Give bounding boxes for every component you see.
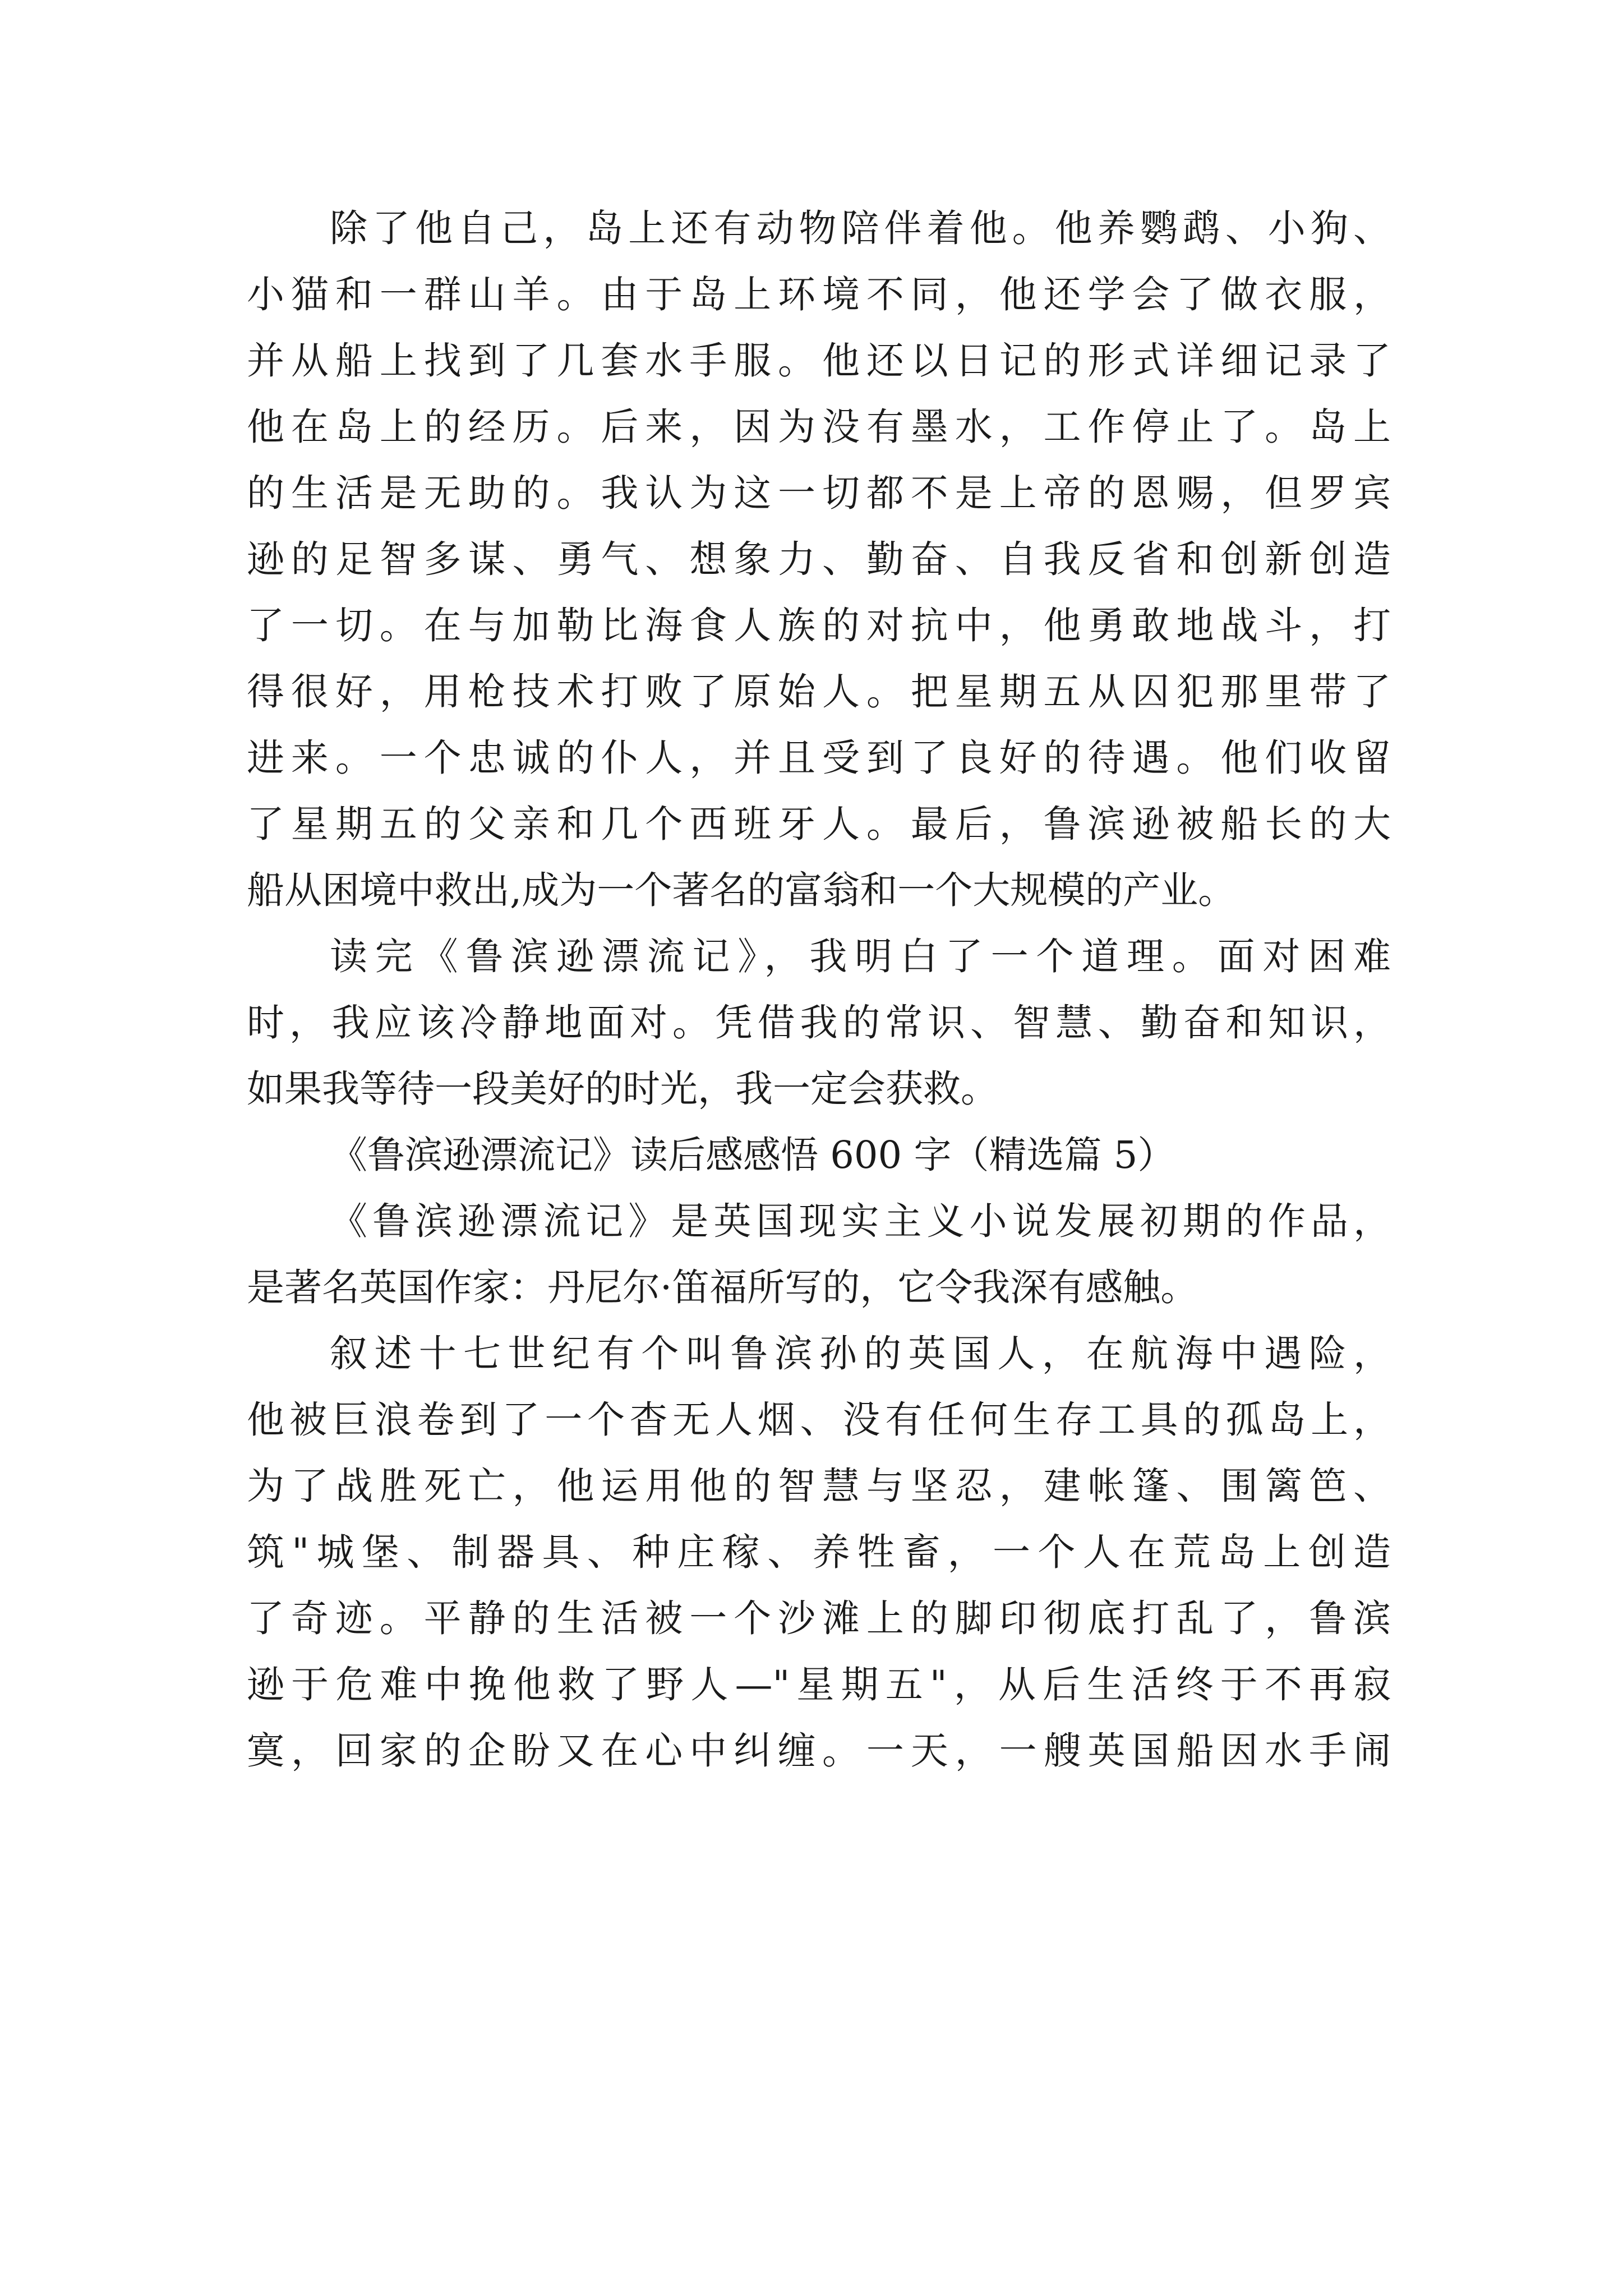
text-line: 了一切。在与加勒比海食人族的对抗中，他勇敢地战斗，打 [247,604,1391,647]
text-line: 小猫和一群山羊。由于岛上环境不同，他还学会了做衣服， [247,273,1391,316]
text-line: 了奇迹。平静的生活被一个沙滩上的脚印彻底打乱了，鲁滨 [247,1596,1391,1640]
text-line: 逊于危难中挽他救了野人—"星期五"，从后生活终于不再寂 [247,1663,1391,1706]
text-line: 逊的足智多谋、勇气、想象力、勤奋、自我反省和创新创造 [247,537,1391,581]
text-line: 他在岛上的经历。后来，因为没有墨水，工作停止了。岛上 [247,405,1391,449]
text-line: 读完《鲁滨逊漂流记》，我明白了一个道理。面对困难 [330,935,1391,978]
text-line: 除了他自己，岛上还有动物陪伴着他。他养鹦鹉、小狗、 [330,206,1391,250]
body-text [247,195,1391,1784]
text-line: 了星期五的父亲和几个西班牙人。最后，鲁滨逊被船长的大 [247,802,1391,846]
text-line: 筑"城堡、制器具、种庄稼、养牲畜，一个人在荒岛上创造 [247,1530,1391,1574]
text-line: 船从困境中救出,成为一个著名的富翁和一个大规模的产业。 [247,868,1236,912]
text-line: 如果我等待一段美好的时光，我一定会获救。 [247,1067,998,1111]
text-line: 的生活是无助的。我认为这一切都不是上帝的恩赐，但罗宾 [247,471,1391,515]
text-line: 叙述十七世纪有个叫鲁滨孙的英国人，在航海中遇险， [330,1332,1391,1375]
section-heading: 《鲁滨逊漂流记》读后感感悟 600 字（精选篇 5） [330,1133,1175,1177]
text-line: 他被巨浪卷到了一个杳无人烟、没有任何生存工具的孤岛上， [247,1398,1391,1442]
text-line: 寞，回家的企盼又在心中纠缠。一天，一艘英国船因水手闹 [247,1729,1391,1773]
text-line: 得很好，用枪技术打败了原始人。把星期五从囚犯那里带了 [247,670,1391,714]
text-line: 时，我应该冷静地面对。凭借我的常识、智慧、勤奋和知识， [247,1001,1391,1045]
text-line: 《鲁滨逊漂流记》是英国现实主义小说发展初期的作品， [330,1199,1391,1243]
text-line: 为了战胜死亡，他运用他的智慧与坚忍，建帐篷、围篱笆、 [247,1464,1391,1508]
text-line: 并从船上找到了几套水手服。他还以日记的形式详细记录了 [247,339,1391,383]
text-line: 是著名英国作家：丹尼尔·笛福所写的，它令我深有感触。 [247,1266,1198,1309]
text-line: 进来。一个忠诚的仆人，并且受到了良好的待遇。他们收留 [247,736,1391,780]
